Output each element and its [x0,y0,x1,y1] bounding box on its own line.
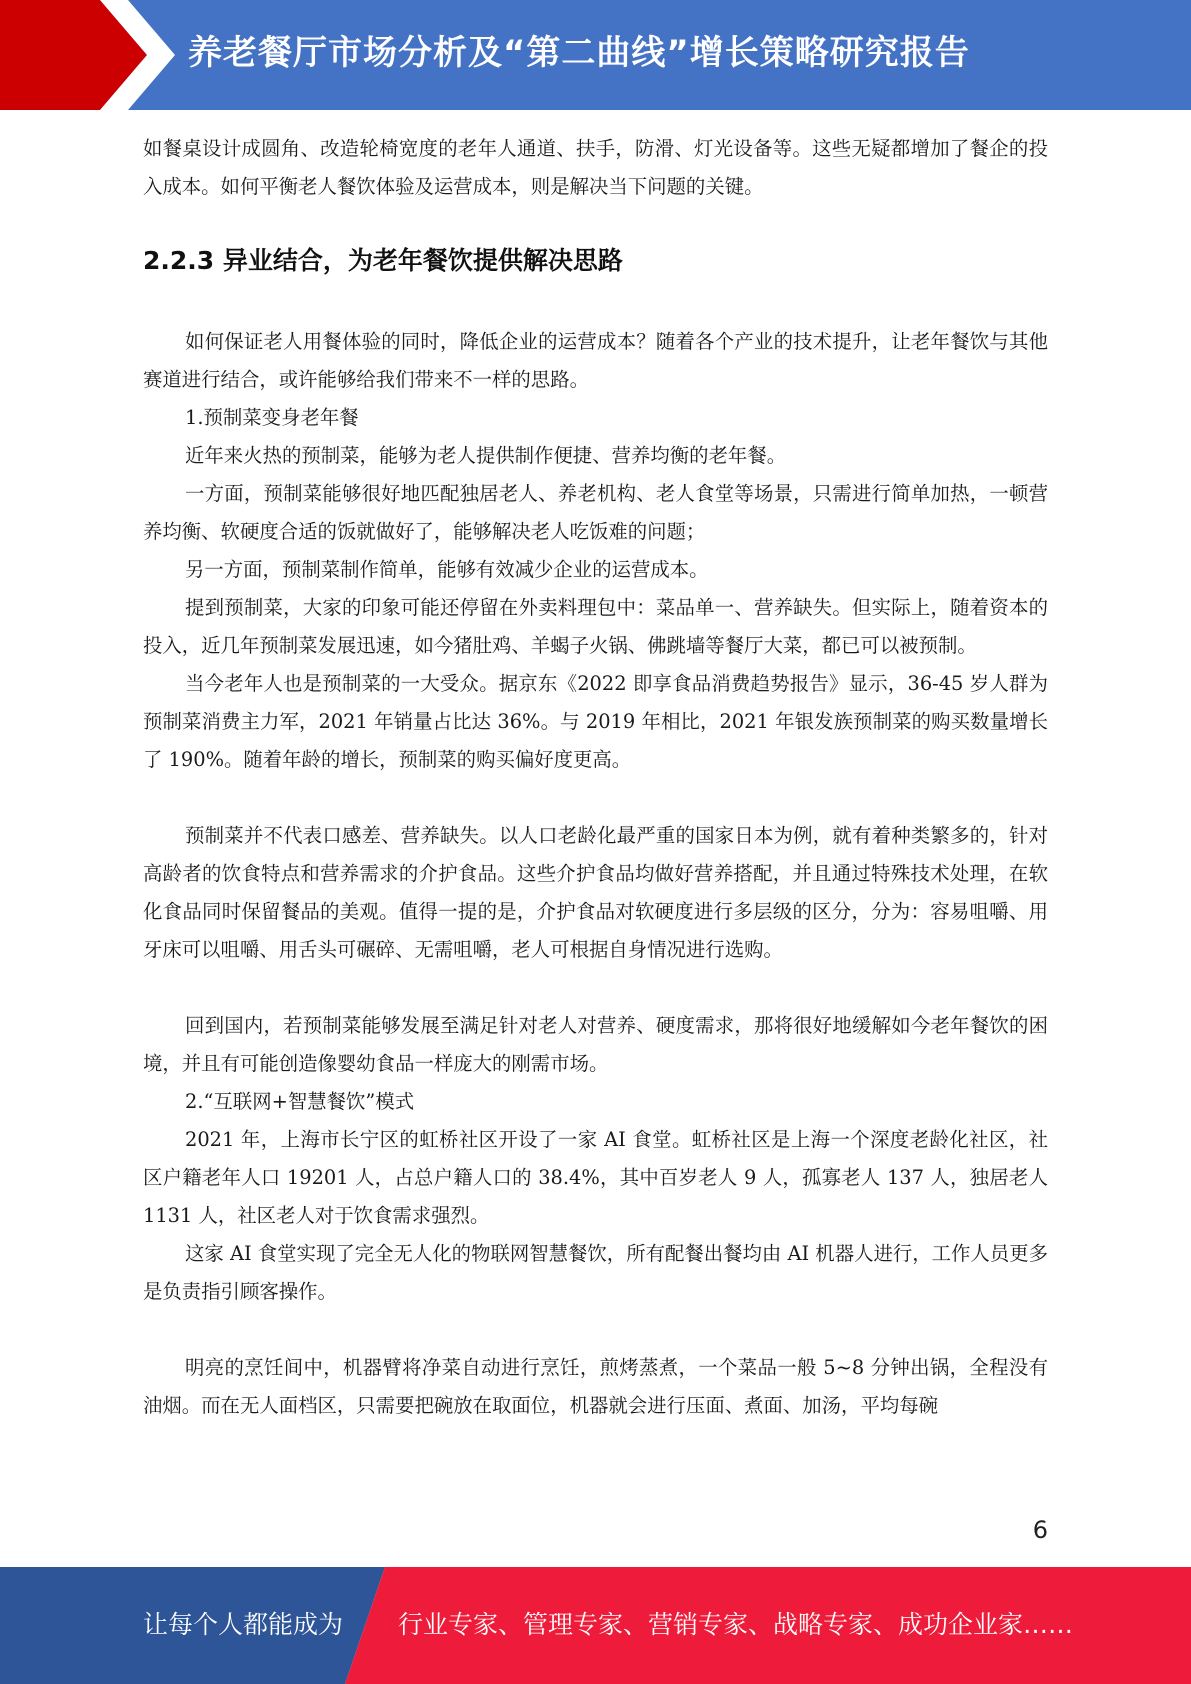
paragraph: 2021 年，上海市长宁区的虹桥社区开设了一家 AI 食堂。虹桥社区是上海一个深度老龄化社区，社区户籍老年人口 19201 人，占总户籍人口的 38.4%，其中百岁老人 9 人，孤寡老人 137 人，独居老人 1131 人，社区老人对于饮食需求强烈。 [143,1128,1049,1227]
paragraph: 一方面，预制菜能够很好地匹配独居老人、养老机构、老人食堂等场景，只需进行简单加热，一顿营养均衡、软硬度合适的饭就做好了，能够解决老人吃饭难的问题； [143,482,1048,543]
paragraph: 提到预制菜，大家的印象可能还停留在外卖料理包中：菜品单一、营养缺失。但实际上，随着资本的投入，近几年预制菜发展迅速，如今猪肚鸡、羊蝎子火锅、佛跳墙等餐厅大菜，都已可以被预制。 [143,596,1048,657]
section-heading: 2.2.3 异业结合，为老年餐饮提供解决思路 [143,246,623,275]
paragraph: 明亮的烹饪间中，机器臂将净菜自动进行烹饪，煎烤蒸煮，一个菜品一般 5~8 分钟出锅，全程没有油烟。而在无人面档区，只需要把碗放在取面位，机器就会进行压面、煮面、加汤，平均每碗 [143,1356,1048,1417]
paragraph: 回到国内，若预制菜能够发展至满足针对老人对营养、硬度需求，那将很好地缓解如今老年餐饮的困境，并且有可能创造像婴幼食品一样庞大的刚需市场。 [143,1014,1048,1075]
paragraph: 如餐桌设计成圆角、改造轮椅宽度的老年人通道、扶手，防滑、灯光设备等。这些无疑都增加了餐企的投入成本。如何平衡老人餐饮体验及运营成本，则是解决当下问题的关键。 [143,137,1048,198]
list-item-heading: 1.预制菜变身老年餐 [185,406,359,429]
paragraph: 如何保证老人用餐体验的同时，降低企业的运营成本？随着各个产业的技术提升，让老年餐饮与其他赛道进行结合，或许能够给我们带来不一样的思路。 [143,330,1048,391]
footer-slogan-right: 行业专家、管理专家、营销专家、战略专家、成功企业家…… [398,1610,1074,1639]
paragraph: 当今老年人也是预制菜的一大受众。据京东《2022 即享食品消费趋势报告》显示，36-45 岁人群为预制菜消费主力军，2021 年销量占比达 36%。与 2019 年相比，2021 年银发族预制菜的购买数量增长了 190%。随着年龄的增长，预制菜的购买偏好度更高。 [143,672,1048,771]
page-footer [0,1567,1191,1684]
paragraph: 另一方面，预制菜制作简单，能够有效减少企业的运营成本。 [185,558,709,581]
paragraph: 预制菜并不代表口感差、营养缺失。以人口老龄化最严重的国家日本为例，就有着种类繁多的，针对高龄者的饮食特点和营养需求的介护食品。这些介护食品均做好营养搭配，并且通过特殊技术处理，在软化食品同时保留餐品的美观。值得一提的是，介护食品对软硬度进行多层级的区分，分为：容易咀嚼、用牙床可以咀嚼、用舌头可碾碎、无需咀嚼，老人可根据自身情况进行选购。 [143,824,1048,961]
page-header [0,0,1191,110]
paragraph: 这家 AI 食堂实现了完全无人化的物联网智慧餐饮，所有配餐出餐均由 AI 机器人进行，工作人员更多是负责指引顾客操作。 [143,1242,1048,1303]
paragraph: 近年来火热的预制菜，能够为老人提供制作便捷、营养均衡的老年餐。 [185,444,787,467]
report-title: 养老餐厅市场分析及“第二曲线”增长策略研究报告 [188,33,970,73]
footer-slogan-left: 让每个人都能成为 [143,1610,344,1639]
list-item-heading: 2.“互联网+智慧餐饮”模式 [185,1090,415,1113]
page-content [143,130,1048,1425]
page-number: 6 [1032,1516,1048,1544]
